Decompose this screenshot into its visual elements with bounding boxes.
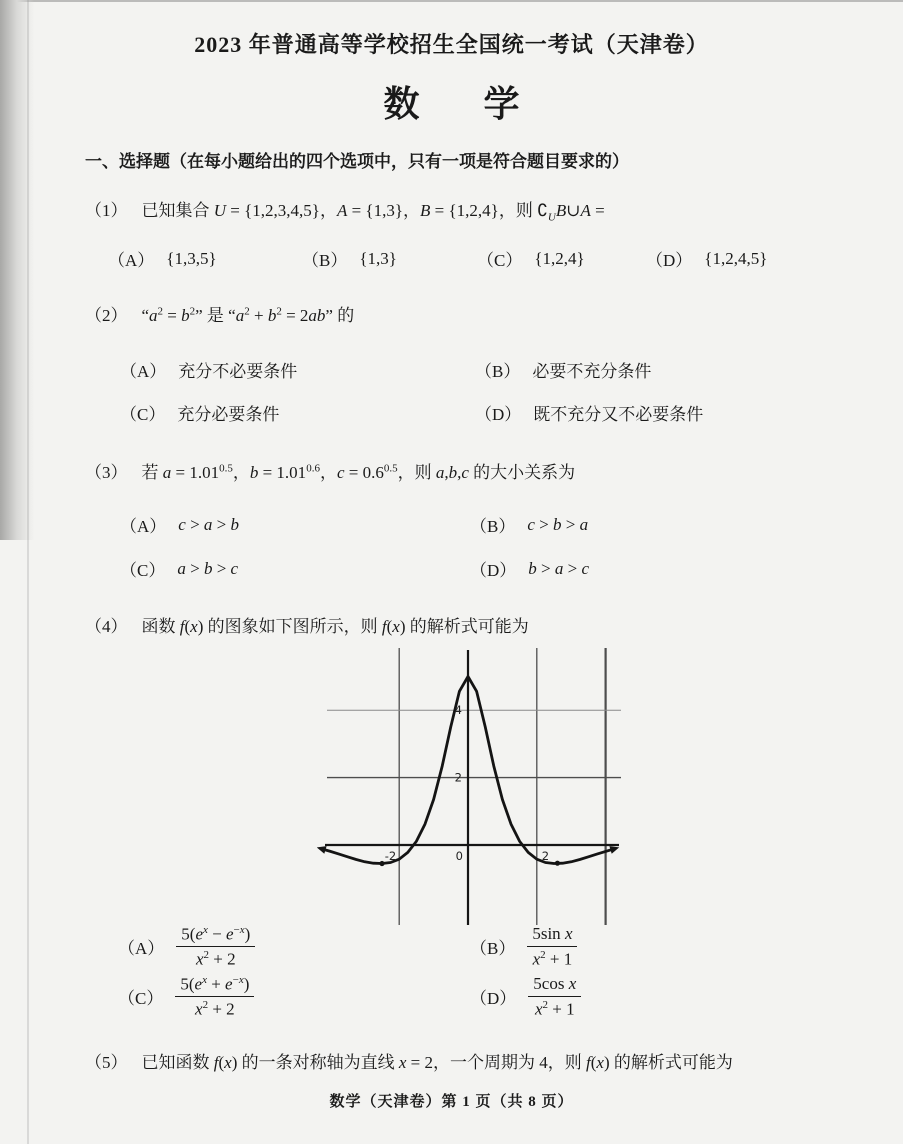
option-label: （D） bbox=[470, 988, 517, 1008]
option-label: （A） bbox=[120, 362, 167, 381]
option-text: {1,2,4} bbox=[534, 248, 585, 268]
question-text: 若 $a = 1.01^{0.5}$，$b = 1.01^{0.6}$，$c = 0.6^{0.5}$，则 a,b,c 的大小关系为 bbox=[141, 462, 576, 482]
question-number: （1） bbox=[85, 201, 128, 220]
q1-option-a bbox=[108, 246, 217, 271]
question-2-stem bbox=[85, 301, 354, 326]
question-3-stem bbox=[85, 458, 575, 483]
option-text: a > b > c bbox=[177, 558, 239, 578]
graph-axes bbox=[325, 650, 619, 925]
fraction bbox=[527, 924, 577, 969]
fraction-denominator: $x^2 + 2$ bbox=[195, 999, 235, 1019]
option-text: b > a > c bbox=[528, 558, 590, 578]
option-label: （C） bbox=[118, 989, 164, 1009]
section-header: 一、选择题（在每小题给出的四个选项中，只有一项是符合题目要求的） bbox=[85, 152, 629, 171]
function-graph bbox=[317, 648, 629, 925]
svg-text:4: 4 bbox=[454, 703, 462, 718]
fraction-numerator: 5cos x bbox=[528, 974, 581, 997]
question-5-stem bbox=[85, 1048, 733, 1073]
q4-option-a bbox=[118, 924, 255, 969]
fraction-numerator: $5(e^x - e^{-x})$ bbox=[176, 924, 255, 947]
svg-text:2: 2 bbox=[454, 770, 462, 785]
option-label: （C） bbox=[120, 405, 166, 424]
option-text: {1,3} bbox=[359, 248, 397, 268]
svg-text:0: 0 bbox=[455, 849, 463, 863]
option-label: （C） bbox=[120, 561, 166, 580]
q2-option-d bbox=[475, 400, 703, 425]
question-number: （5） bbox=[85, 1053, 128, 1072]
scan-crease-line bbox=[27, 0, 29, 1144]
option-label: （D） bbox=[475, 405, 522, 424]
option-text: {1,2,4,5} bbox=[704, 248, 768, 268]
svg-text:-2: -2 bbox=[384, 849, 397, 863]
function-graph-svg bbox=[317, 648, 629, 925]
option-label: （D） bbox=[470, 561, 517, 580]
option-label: （A） bbox=[118, 939, 165, 959]
q1-option-c bbox=[477, 246, 585, 271]
q3-option-b bbox=[470, 512, 588, 537]
q2-option-c bbox=[120, 400, 279, 425]
q4-option-d bbox=[470, 974, 581, 1019]
fraction-denominator: $x^2 + 1$ bbox=[532, 948, 573, 969]
option-text: c > b > a bbox=[527, 514, 589, 534]
fraction-denominator: $x^2 + 2$ bbox=[195, 949, 236, 969]
option-label: （C） bbox=[477, 251, 523, 270]
question-text: “$a^2 = b^2$” 是 “$a^2 + b^2 = 2ab$” 的 bbox=[141, 305, 355, 325]
question-number: （4） bbox=[85, 617, 128, 636]
question-text: 已知函数 f(x) 的一条对称轴为直线 x = 2，一个周期为 4，则 f(x) 的解析式可能为 bbox=[141, 1053, 733, 1072]
question-text: 函数 f(x) 的图象如下图所示，则 f(x) 的解析式可能为 bbox=[141, 617, 529, 636]
fraction bbox=[176, 924, 255, 969]
page-footer: 数学（天津卷）第 1 页（共 8 页） bbox=[329, 1094, 574, 1110]
q4-option-b bbox=[470, 924, 577, 969]
fraction-denominator: $x^2 + 1$ bbox=[534, 998, 575, 1019]
option-label: （D） bbox=[646, 251, 693, 270]
question-4-stem bbox=[85, 612, 529, 637]
option-label: （B） bbox=[470, 517, 516, 536]
q4-option-c bbox=[118, 974, 254, 1019]
q1-option-d bbox=[646, 246, 767, 271]
q2-option-b bbox=[475, 357, 651, 382]
q1-option-b bbox=[302, 246, 397, 271]
q2-option-a bbox=[120, 357, 297, 382]
option-text: 充分不必要条件 bbox=[178, 362, 298, 381]
option-label: （A） bbox=[120, 517, 167, 536]
question-number: （2） bbox=[85, 306, 128, 325]
q3-option-d bbox=[470, 556, 589, 581]
fraction-numerator: 5sin x bbox=[527, 924, 577, 947]
question-text: 已知集合 U = {1,2,3,4,5}，A = {1,3}，B = {1,2,4}，则 $∁_UB\cup A$ = bbox=[141, 201, 605, 224]
option-label: （A） bbox=[108, 251, 155, 270]
option-label: （B） bbox=[302, 251, 348, 270]
exam-title: 2023 年普通高等学校招生全国统一考试（天津卷） bbox=[194, 32, 709, 57]
question-number: （3） bbox=[85, 463, 128, 482]
q3-option-c bbox=[120, 556, 238, 581]
option-label: （B） bbox=[475, 362, 521, 381]
fraction-numerator: $5(e^x + e^{-x})$ bbox=[175, 974, 254, 997]
option-text: 既不充分又不必要条件 bbox=[533, 405, 704, 424]
option-text: {1,3,5} bbox=[166, 248, 217, 268]
q3-option-a bbox=[120, 512, 239, 537]
subject-title: 数 学 bbox=[383, 84, 534, 124]
option-label: （B） bbox=[470, 938, 516, 958]
option-text: 充分必要条件 bbox=[177, 405, 280, 424]
svg-text:2: 2 bbox=[541, 849, 550, 863]
question-1-stem bbox=[85, 196, 605, 223]
fraction bbox=[175, 974, 254, 1019]
fraction bbox=[528, 974, 581, 1019]
option-text: 必要不充分条件 bbox=[532, 362, 652, 381]
option-text: c > a > b bbox=[178, 514, 240, 534]
